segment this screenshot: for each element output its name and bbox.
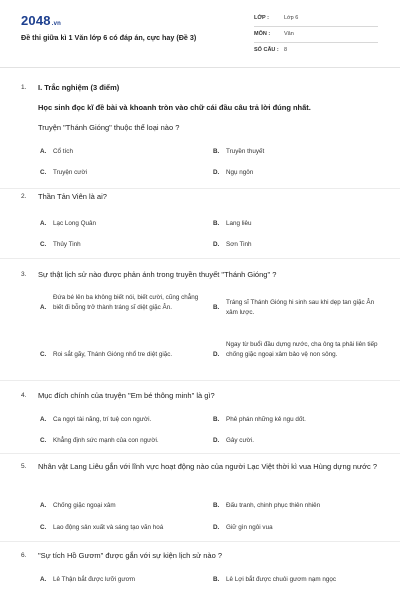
- option-letter: D.: [213, 351, 220, 358]
- question-text: "Sự tích Hồ Gươm" được gắn với sự kiện lịch sử nào ?: [38, 551, 222, 560]
- meta-value: Văn: [284, 31, 294, 37]
- meta-label: SỐ CÂU :: [254, 47, 279, 53]
- option-letter: C.: [40, 169, 47, 176]
- option-letter: C.: [40, 351, 47, 358]
- meta-row-class: [254, 11, 378, 27]
- option-letter: A.: [40, 304, 47, 311]
- option-letter: A.: [40, 148, 47, 155]
- meta-value: 8: [284, 47, 288, 53]
- option-text: Lê Lợi bắt được chuôi gươm nạm ngọc: [226, 576, 337, 583]
- option-text: Ngay từ buổi đầu dựng nước, cha ông ta phải liên tiếp chống giặc ngoại xâm bảo vệ non sông.: [226, 341, 378, 358]
- question-text: Mục đích chính của truyện "Em bé thông minh" là gì?: [38, 391, 215, 400]
- site-logo[interactable]: 2048.vn: [21, 13, 62, 28]
- question-number: 4.: [21, 392, 27, 399]
- instruction-text: Học sinh đọc kĩ đề bài và khoanh tròn vào chữ cái đầu câu trả lời đúng nhất.: [38, 103, 311, 112]
- option-letter: B.: [213, 576, 220, 583]
- option-text: Lạc Long Quân: [53, 220, 97, 227]
- option-text: Ngụ ngôn: [226, 169, 254, 176]
- header: [0, 0, 400, 70]
- option-text: Phê phán những kẻ ngu dốt.: [226, 416, 306, 423]
- question-text: Thần Tản Viên là ai?: [38, 192, 107, 201]
- question-number: 2.: [21, 193, 27, 200]
- question-divider: [0, 380, 400, 381]
- option-letter: A.: [40, 220, 47, 227]
- option-letter: A.: [40, 502, 47, 509]
- option-text: Tráng sĩ Thánh Gióng hi sinh sau khi dẹp tan giặc Ân xâm lược.: [226, 299, 375, 316]
- option-letter: A.: [40, 576, 47, 583]
- option-letter: C.: [40, 437, 47, 444]
- option-text: Sơn Tinh: [226, 241, 252, 248]
- question-number: 5.: [21, 463, 27, 470]
- option-text: Chống giặc ngoại xâm: [53, 502, 116, 509]
- option-text: Đấu tranh, chinh phục thiên nhiên: [226, 502, 321, 509]
- option-letter: B.: [213, 220, 220, 227]
- option-letter: D.: [213, 437, 220, 444]
- option-letter: B.: [213, 416, 220, 423]
- option-letter: B.: [213, 304, 220, 311]
- option-letter: C.: [40, 241, 47, 248]
- meta-row-count: [254, 43, 378, 59]
- question-divider: [0, 258, 400, 259]
- option-text: Giữ gìn ngôi vua: [226, 524, 273, 531]
- question-number: 6.: [21, 552, 27, 559]
- question-text: Sự thật lịch sử nào được phản ánh trong truyền thuyết "Thánh Gióng" ?: [38, 270, 277, 279]
- question-text: Nhân vật Lang Liêu gắn với lĩnh vực hoạt động nào của người Lạc Việt thời kì vua Hùng dựng nước ?: [38, 462, 377, 471]
- meta-value: Lớp 6: [284, 15, 299, 21]
- header-divider: [0, 67, 400, 68]
- question-divider: [0, 453, 400, 454]
- option-text: Thủy Tinh: [53, 241, 81, 248]
- option-letter: D.: [213, 169, 220, 176]
- option-text: Khẳng định sức mạnh của con người.: [53, 437, 159, 444]
- meta-label: MÔN :: [254, 31, 271, 37]
- question-number: 3.: [21, 271, 27, 278]
- meta-row-subject: [254, 27, 378, 43]
- option-text: Gây cười.: [226, 437, 254, 444]
- meta-label: LỚP :: [254, 15, 269, 21]
- exam-meta: [254, 11, 378, 59]
- question-divider: [0, 188, 400, 189]
- option-text: Cổ tích: [53, 148, 73, 155]
- option-letter: D.: [213, 241, 220, 248]
- option-letter: C.: [40, 524, 47, 531]
- option-text: Roi sắt gãy, Thánh Gióng nhổ tre diệt giặc.: [53, 351, 173, 358]
- option-text: Truyền thuyết: [226, 148, 265, 155]
- option-letter: D.: [213, 524, 220, 531]
- option-text: Ca ngợi tài năng, trí tuệ con người.: [53, 416, 152, 423]
- page-title: Đề thi giữa kì 1 Văn lớp 6 có đáp án, cực hay (Đề 3): [21, 33, 197, 42]
- section-heading: I. Trắc nghiệm (3 điểm): [38, 83, 120, 92]
- question-divider: [0, 541, 400, 542]
- option-text: Đứa bé lên ba không biết nói, biết cười, cũng chẳng biết đi bỗng trở thành tráng sĩ diệt giặc Ân.: [53, 294, 199, 311]
- question-number: 1.: [21, 84, 27, 91]
- question-text: Truyện "Thánh Gióng" thuộc thể loại nào ?: [38, 123, 180, 132]
- option-text: Lê Thận bắt được lưỡi gươm: [53, 576, 135, 583]
- option-text: Truyện cười: [53, 169, 88, 176]
- option-letter: B.: [213, 148, 220, 155]
- option-text: Lang liêu: [226, 220, 252, 227]
- option-text: Lao động sản xuất và sáng tạo văn hoá: [53, 524, 164, 531]
- option-letter: A.: [40, 416, 47, 423]
- option-letter: B.: [213, 502, 220, 509]
